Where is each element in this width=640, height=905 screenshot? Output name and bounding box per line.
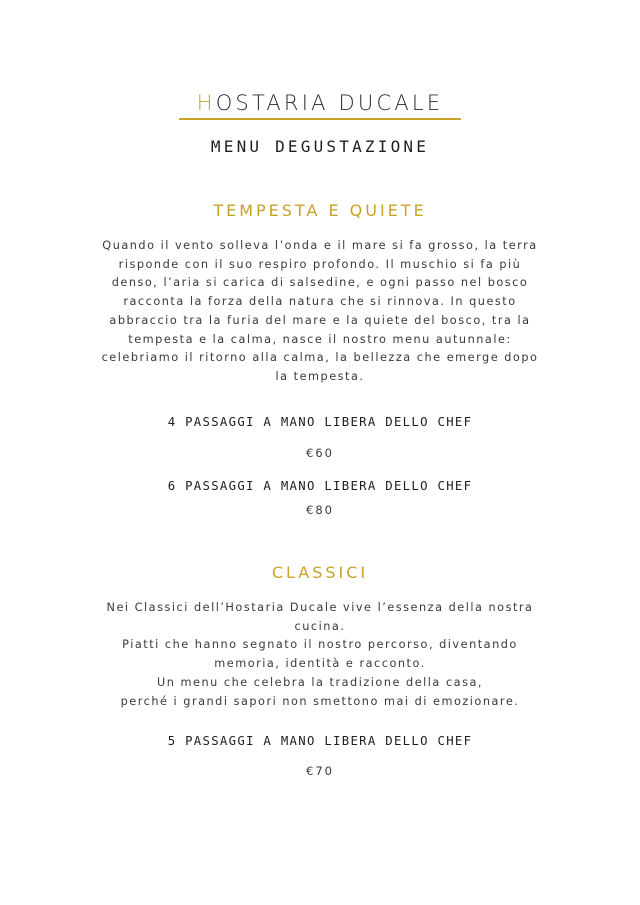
description-line: abbraccio tra la furia del mare e la quiete del bosco, tra la: [109, 313, 531, 327]
section-title-tempesta: TEMPESTA E QUIETE: [213, 201, 427, 220]
description-line: risponde con il suo respiro profondo. Il muschio si fa più: [118, 257, 522, 271]
menu-subtitle: MENU DEGUSTAZIONE: [210, 137, 430, 156]
logo-initial: H: [196, 91, 216, 115]
section-title-classici: CLASSICI: [271, 563, 369, 582]
description-line: tempesta e la calma, nasce il nostro menu autunnale:: [128, 332, 512, 346]
offer-label-6-passaggi: 6 PASSAGGI A MANO LIBERA DELLO CHEF: [167, 479, 473, 493]
section-description-classici: [80, 599, 560, 711]
description-line: Piatti che hanno segnato il nostro percorso, diventando: [122, 638, 518, 652]
description-line: perché i grandi sapori non smettono mai di emozionare.: [120, 694, 520, 708]
description-line: la tempesta.: [275, 369, 365, 383]
description-line: denso, l’aria si carica di salsedine, e ogni passo nel bosco: [111, 276, 529, 290]
description-line: cucina.: [294, 619, 346, 633]
logo-name: OSTARIA DUCALE: [215, 91, 444, 115]
description-line: Nei Classici dell’Hostaria Ducale vive l’essenza della nostra: [106, 601, 534, 614]
description-line: celebriamo il ritorno alla calma, la bellezza che emerge dopo: [101, 351, 539, 365]
description-line: Un menu che celebra la tradizione della casa,: [157, 675, 483, 689]
section-description-tempesta: [80, 237, 560, 387]
description-line: Quando il vento solleva l’onda e il mare si fa grosso, la terra: [102, 239, 538, 252]
offer-price-4-passaggi: €60: [306, 446, 334, 460]
restaurant-logo: [0, 90, 640, 120]
offer-price-5-passaggi: €70: [306, 764, 334, 778]
offer-label-5-passaggi: 5 PASSAGGI A MANO LIBERA DELLO CHEF: [167, 734, 473, 748]
description-line: memoria, identità e racconto.: [214, 657, 426, 671]
offer-label-4-passaggi: 4 PASSAGGI A MANO LIBERA DELLO CHEF: [167, 415, 473, 429]
logo-underline: [179, 118, 461, 120]
logo-wordmark: [197, 90, 444, 116]
offer-price-6-passaggi: €80: [306, 503, 334, 517]
description-line: racconta la forza della natura che si rinnova. In questo: [123, 295, 517, 309]
